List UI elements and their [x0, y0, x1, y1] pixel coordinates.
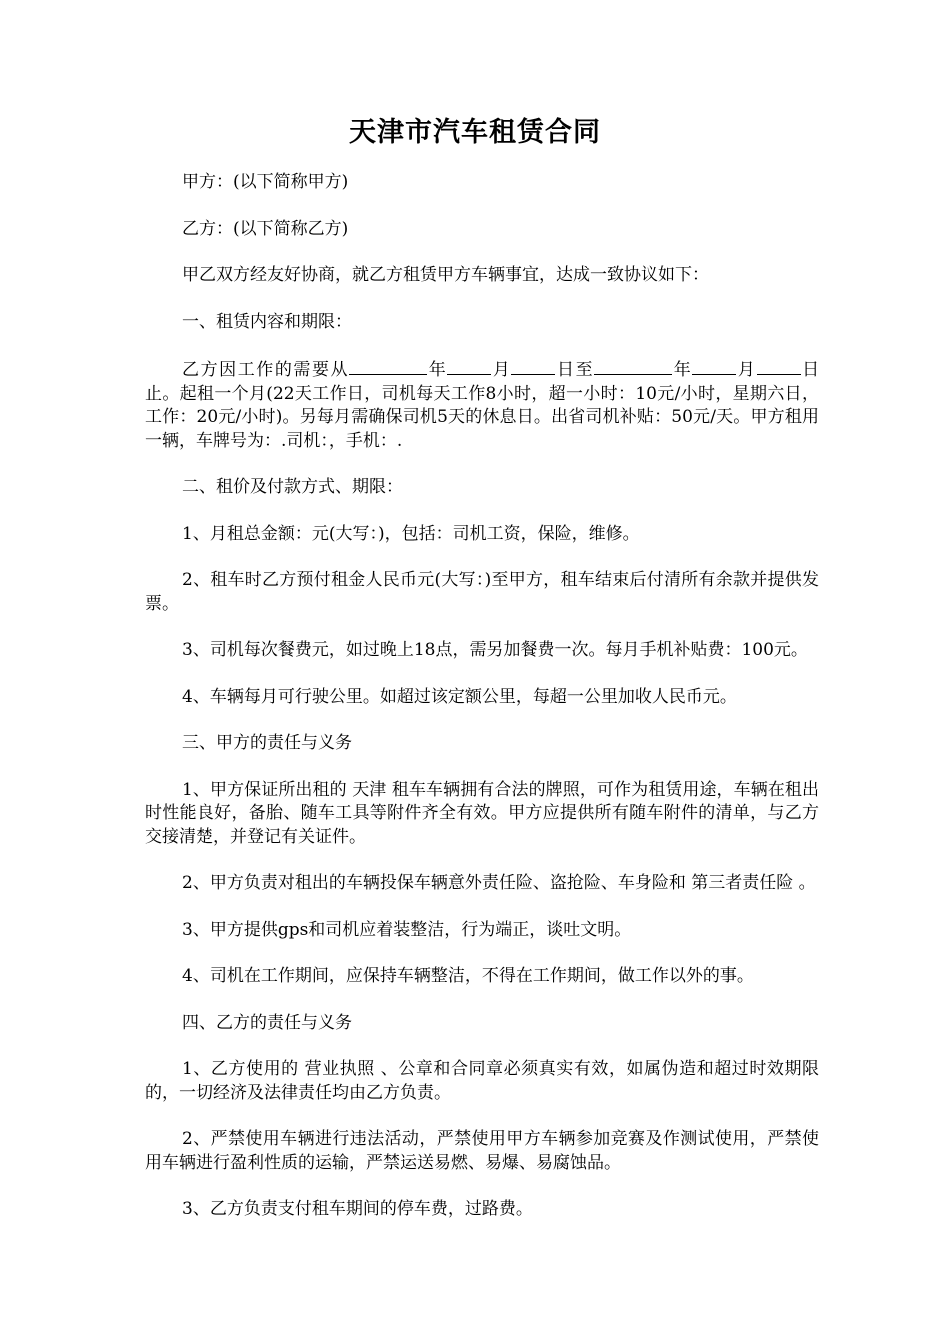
label-year: 年 — [427, 360, 448, 380]
section-2-item: 4、车辆每月可行驶公里。如超过该定额公里，每超一公里加收人民币元。 — [182, 686, 737, 707]
party-b-line: 乙方：(以下简称乙方) — [182, 218, 349, 239]
label-year-2: 年 — [672, 360, 693, 380]
document-title: 天津市汽车租赁合同 — [349, 117, 601, 148]
section-4-item: 1、乙方使用的 营业执照 、公章和合同章必须真实有效，如属伪造和超过时效期限的，一切经济及法律责任均由乙方负责。 — [145, 1059, 819, 1103]
rental-period-start: 乙方因工作的需要从 — [182, 360, 350, 380]
section-1-paragraph — [145, 357, 819, 453]
section-3-heading: 三、甲方的责任与义务 — [182, 733, 352, 753]
section-2-item: 3、司机每次餐费元，如过晚上18点，需另加餐费一次。每月手机补贴费：100元。 — [182, 640, 808, 660]
blank-end-day — [757, 357, 801, 375]
section-4-heading: 四、乙方的责任与义务 — [182, 1012, 352, 1033]
party-a-line: 甲方：(以下简称甲方) — [182, 172, 349, 192]
section-4-item: 3、乙方负责支付租车期间的停车费，过路费。 — [182, 1199, 533, 1219]
section-4-item: 2、严禁使用车辆进行违法活动，严禁使用甲方车辆参加竞赛及作测试使用，严禁使用车辆进行盈利性质的运输，严禁运送易燃、易爆、易腐蚀品。 — [145, 1129, 819, 1173]
rental-terms-text: 日止。起租一个月(22天工作日，司机每天工作8小时，超一小时：10元/小时，星期六日，工作：20元/小时)。另每月需确保司机5天的休息日。出省司机补贴：50元/天。甲方租用一辆，车牌号为：.司机：，手机：. — [145, 360, 820, 451]
label-day-to: 日至 — [555, 360, 595, 380]
section-3-item: 2、甲方负责对租出的车辆投保车辆意外责任险、盗抢险、车身险和 第三者责任险 。 — [182, 873, 816, 893]
section-2-item: 2、租车时乙方预付租金人民币元(大写：)至甲方，租车结束后付清所有余款并提供发票。 — [145, 570, 819, 614]
section-2-item: 1、月租总金额：元(大写：)，包括：司机工资，保险，维修。 — [182, 523, 640, 544]
blank-start-year — [349, 357, 427, 375]
section-2-heading: 二、租价及付款方式、期限： — [182, 477, 403, 497]
label-month: 月 — [491, 360, 512, 380]
blank-end-month — [692, 357, 736, 375]
label-month-2: 月 — [736, 360, 757, 380]
blank-start-day — [511, 357, 555, 375]
section-1-heading: 一、租赁内容和期限： — [182, 311, 352, 332]
blank-start-month — [447, 357, 491, 375]
intro-paragraph: 甲乙双方经友好协商，就乙方租赁甲方车辆事宜，达成一致协议如下： — [182, 265, 709, 285]
blank-end-year — [594, 357, 672, 375]
section-3-item: 3、甲方提供gps和司机应着装整洁，行为端正，谈吐文明。 — [182, 919, 632, 940]
document-body — [145, 171, 819, 1245]
section-3-item: 1、甲方保证所出租的 天津 租车车辆拥有合法的牌照，可作为租赁用途，车辆在租出时性能良好，备胎、随车工具等附件齐全有效。甲方应提供所有随车附件的清单，与乙方交接清楚，并登记有关证件。 — [145, 779, 819, 847]
section-3-item: 4、司机在工作期间，应保持车辆整洁，不得在工作期间，做工作以外的事。 — [182, 966, 754, 986]
